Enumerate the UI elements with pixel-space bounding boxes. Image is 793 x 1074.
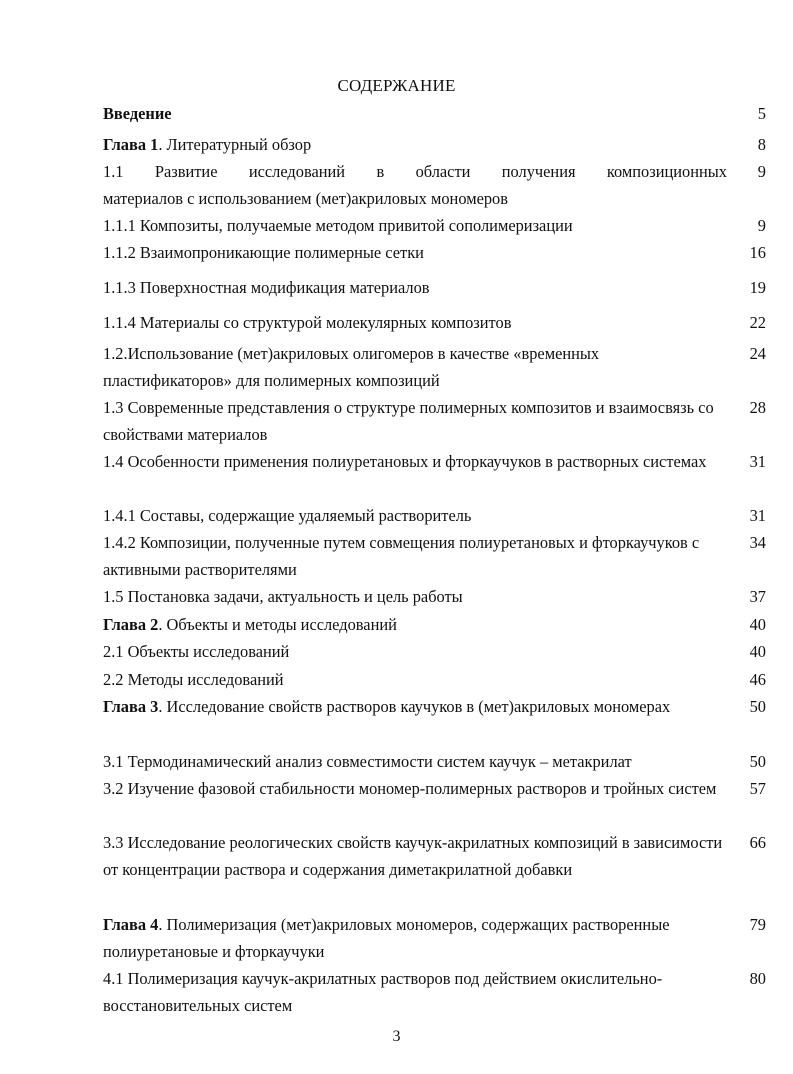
toc-entry-page: 8 <box>757 135 766 154</box>
toc-entry-label: 2.2 Методы исследований <box>103 670 284 689</box>
toc-entry-label: Введение <box>103 104 172 123</box>
toc-entry-page: 46 <box>749 670 766 689</box>
chapter-title: . Полимеризация (мет)акриловых мономеров, содержащих растворенные полиуретановые и фторкаучуки <box>103 915 670 961</box>
toc-entry-page: 9 <box>757 162 766 181</box>
toc-entry-page: 5 <box>757 104 766 123</box>
toc-entry-label <box>103 158 727 212</box>
toc-entry-label: 1.3 Современные представления о структуре полимерных композитов и взаимосвязь со свойствами материалов <box>103 398 714 444</box>
toc-entry-label: 1.4 Особенности применения полиуретановых и фторкаучуков в растворных системах <box>103 452 707 471</box>
toc-entry-line-2: материалов с использованием (мет)акриловых мономеров <box>103 189 508 208</box>
toc-entry-label: 1.1.4 Материалы со структурой молекулярных композитов <box>103 313 512 332</box>
toc-entry-page: 50 <box>749 697 766 716</box>
toc-entry-label <box>103 911 727 965</box>
toc-entry-label <box>103 611 727 638</box>
page-title: СОДЕРЖАНИЕ <box>337 76 456 95</box>
chapter-title: . Литературный обзор <box>158 135 312 154</box>
toc-entry-label: 3.2 Изучение фазовой стабильности мономер-полимерных растворов и тройных систем <box>103 779 717 798</box>
toc-entry-page: 50 <box>749 752 766 771</box>
toc-entry-label: 1.1.3 Поверхностная модификация материалов <box>103 278 430 297</box>
toc-entry-label: 1.1.2 Взаимопроникающие полимерные сетки <box>103 243 424 262</box>
toc-entry-label: 1.5 Постановка задачи, актуальность и цель работы <box>103 587 463 606</box>
toc-entry-page: 28 <box>749 398 766 417</box>
chapter-title: . Исследование свойств растворов каучуков в (мет)акриловых мономерах <box>158 697 671 716</box>
chapter-title: . Объекты и методы исследований <box>158 615 397 634</box>
toc-entry-label <box>103 131 727 158</box>
toc-entry-label: 2.1 Объекты исследований <box>103 642 290 661</box>
toc-entry-page: 40 <box>749 642 766 661</box>
toc-entry-page: 22 <box>749 313 766 332</box>
page-number: 3 <box>392 1028 401 1045</box>
chapter-label: Глава 2 <box>103 615 159 634</box>
toc-entry-page: 40 <box>749 615 766 634</box>
toc-entry-page: 34 <box>749 533 766 552</box>
toc-entry-line-1: 1.1 Развитие исследований в области получения композиционных <box>103 162 727 181</box>
toc-entry-page: 24 <box>749 344 766 363</box>
toc-entry-page: 57 <box>749 779 766 798</box>
chapter-label: Глава 1 <box>103 135 159 154</box>
toc-entry-label: 3.3 Исследование реологических свойств каучук-акрилатных композиций в зависимости от концентрации раствора и содержания диметакрилатной добавки <box>103 833 723 879</box>
toc-entry-page: 66 <box>749 833 766 852</box>
toc-entry-label: 1.4.1 Составы, содержащие удаляемый растворитель <box>103 506 472 525</box>
toc-entry-page: 80 <box>749 969 766 988</box>
toc-entry-page: 9 <box>757 216 766 235</box>
toc-entry-page: 37 <box>749 587 766 606</box>
toc-entry-page: 31 <box>749 506 766 525</box>
toc-entry-page: 19 <box>749 278 766 297</box>
toc-entry-page: 31 <box>749 452 766 471</box>
chapter-label: Глава 3 <box>103 697 159 716</box>
toc-entry-page: 16 <box>749 243 766 262</box>
toc-entry-label: 3.1 Термодинамический анализ совместимости систем каучук – метакрилат <box>103 752 632 771</box>
chapter-label: Глава 4 <box>103 915 159 934</box>
toc-entry-label <box>103 693 727 720</box>
toc-entry-label: 1.1.1 Композиты, получаемые методом привитой сополимеризации <box>103 216 573 235</box>
toc-entry-label: 4.1 Полимеризация каучук-акрилатных растворов под действием окислительно-восстановительных систем <box>103 969 663 1015</box>
toc-entry-page: 79 <box>749 915 766 934</box>
toc-entry-label: 1.4.2 Композиции, полученные путем совмещения полиуретановых и фторкаучуков с активными растворителями <box>103 533 700 579</box>
toc-entry-label: 1.2.Использование (мет)акриловых олигомеров в качестве «временных пластификаторов» для полимерных композиций <box>103 344 600 390</box>
